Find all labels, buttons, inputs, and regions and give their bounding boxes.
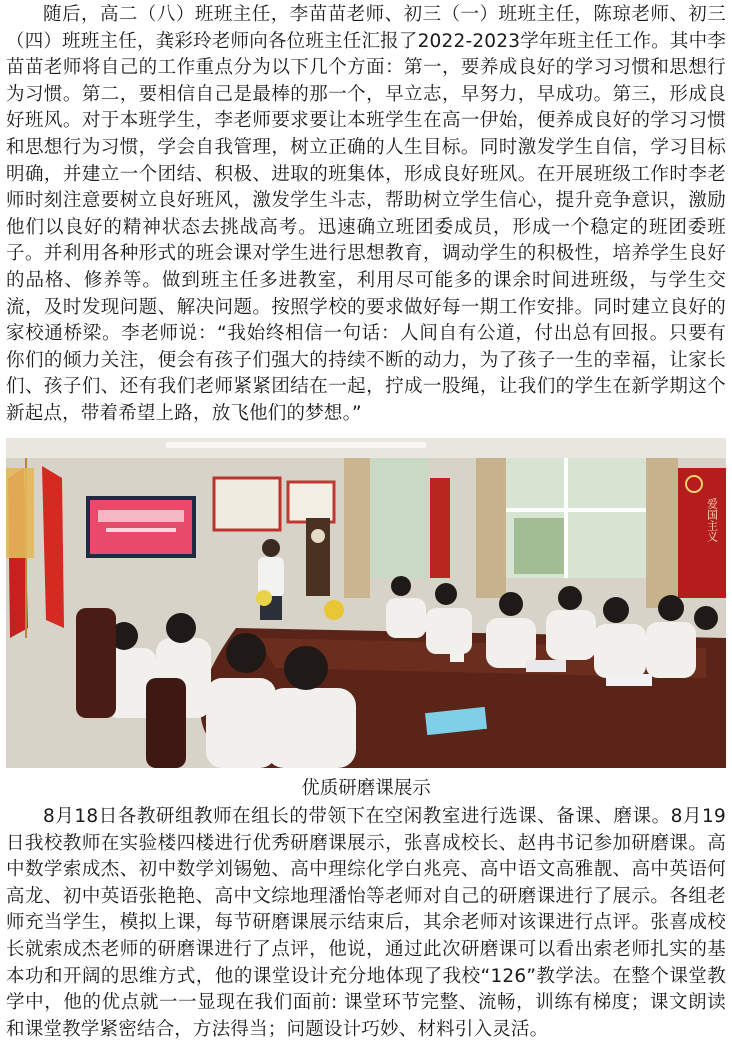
banner-text: 爱国主义	[705, 498, 719, 542]
article-paragraph-1: 随后，高二（八）班班主任，李苗苗老师、初三（一）班班主任，陈琼老师、初三（四）班班主任，龚彩玲老师向各位班主任汇报了2022-2023学年班主任工作。其中李苗苗老师将自己的工作重点分为以下几个方面：第一，要养成良好的学习习惯和思想行为习惯。第二，要相信自己是最棒的那一个，早立志，早努力，早成功。第三，形成良好班风。对于本班学生，李老师要求要让本班学生在高一伊始，便养成良好的学习习惯和思想行为习惯，学会自我管理，树立正确的人生目标。同时激发学生自信，学习目标明确，并建立一个团结、积极、进取的班集体，形成良好班风。在开展班级工作时李老师时刻注意要树立良好班风，激发学生斗志，帮助树立学生信心，提升竞争意识，激励他们以良好的精神状态去挑战高考。迅速确立班团委成员，形成一个稳定的班团委班子。并利用各种形式的班会课对学生进行思想教育，调动学生的积极性，培养学生良好的品格、修养等。做到班主任多进教室，利用尽可能多的课余时间进班级，与学生交流，及时发现问题、解决问题。按照学校的要求做好每一期工作安排。同时建立良好的家校通桥梁。李老师说：“我始终相信一句话：人间自有公道，付出总有回报。只要有你们的倾力关注，便会有孩子们强大的持续不断的动力，为了孩子一生的幸福，让家长们、孩子们、还有我们老师紧紧团结在一起，拧成一股绳，让我们的学生在新学期这个新起点，带着希望上路，放飞他们的梦想。”	[6, 4, 726, 424]
photo-caption: 优质研磨课展示	[301, 778, 431, 799]
article-paragraph-2: 8月18日各教研组教师在组长的带领下在空闲教室进行选课、备课、磨课。8月19日我校教师在实验楼四楼进行优秀研磨课展示，张喜成校长、赵冉书记参加研磨课。高中数学索成杰、初中数学刘锡勉、高中理综化学白兆亮、高中语文高雅靓、高中英语何高龙、初中英语张艳艳、高中文综地理潘怡等老师对自己的研磨课进行了展示。各组老师充当学生，模拟上课，每节研磨课展示结束后，其余老师对该课进行点评。张喜成校长就索成杰老师的研磨课进行了点评，他说，通过此次研磨课可以看出索老师扎实的基本功和开阔的思维方式，他的课堂设计充分地体现了我校“126”教学法。在整个课堂教学中，他的优点就一一显现在我们面前: 课堂环节完整、流畅，训练有梯度；课文朗读和课堂教学紧密结合，方法得当；问题设计巧妙、材料引入灵活。	[6, 806, 726, 1040]
meeting-photo	[6, 438, 726, 768]
